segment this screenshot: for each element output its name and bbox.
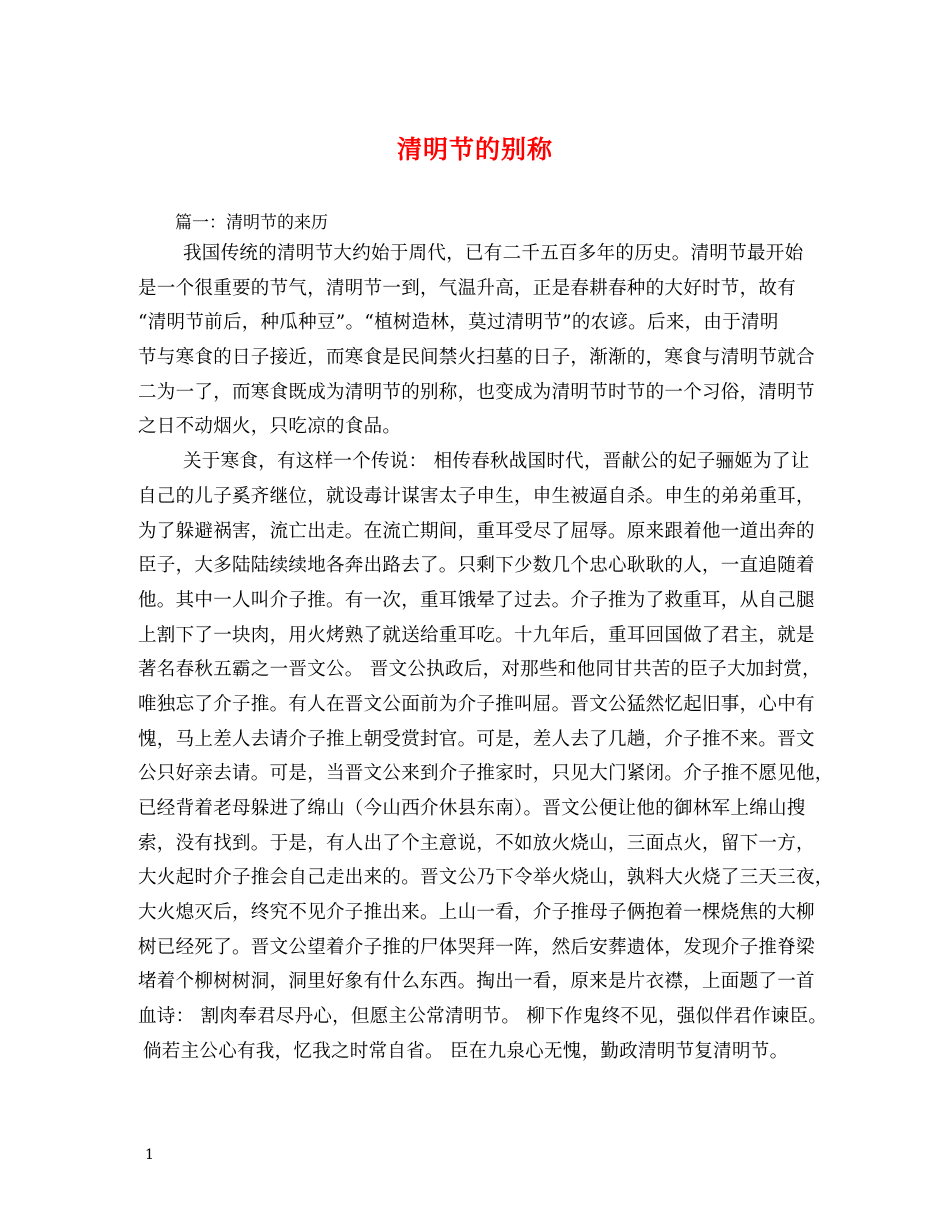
- text-line: 上割下了一块肉，用火烤熟了就送给重耳吃。十九年后，重耳回国做了君主，就是: [138, 624, 815, 646]
- text-line: 他。其中一人叫介子推。有一次，重耳饿晕了过去。介子推为了救重耳，从自己腿: [138, 589, 815, 611]
- text-line: 树已经死了。晋文公望着介子推的尸体哭拜一阵，然后安葬遗体，发现介子推脊梁: [138, 936, 815, 958]
- text-line: 公只好亲去请。可是，当晋文公来到介子推家时，只见大门紧闭。介子推不愿见他，: [138, 763, 834, 785]
- text-line: 索，没有找到。于是，有人出了个主意说，不如放火烧山，三面点火，留下一方，: [138, 832, 815, 854]
- text-line: 血诗： 割肉奉君尽丹心，但愿主公常清明节。 柳下作鬼终不见，强似伴君作谏臣。: [138, 1006, 828, 1028]
- text-line: “清明节前后，种瓜种豆”。“植树造林，莫过清明节”的农谚。后来，由于清明: [138, 312, 779, 334]
- text-line: 著名春秋五霸之一晋文公。 晋文公执政后，对那些和他同甘共苦的臣子大加封赏，: [138, 659, 821, 681]
- text-line: 臣子，大多陆陆续续地各奔出路去了。只剩下少数几个忠心耿耿的人，一直追随着: [138, 555, 815, 577]
- text-line: 关于寒食，有这样一个传说： 相传春秋战国时代，晋献公的妃子骊姬为了让: [183, 451, 810, 473]
- text-line: 大火熄灭后，终究不见介子推出来。上山一看，介子推母子俩抱着一棵烧焦的大柳: [138, 902, 815, 924]
- text-line: 之日不动烟火，只吃凉的食品。: [138, 416, 402, 438]
- text-line: 自己的儿子奚齐继位，就设毒计谋害太子申生，申生被逼自杀。申生的弟弟重耳，: [138, 485, 815, 507]
- text-line: 节与寒食的日子接近，而寒食是民间禁火扫墓的日子，渐渐的，寒食与清明节就合: [138, 347, 815, 369]
- text-line: 已经背着老母躲进了绵山（今山西介休县东南）。晋文公便让他的御林军上绵山搜: [138, 798, 806, 819]
- text-line: 是一个很重要的节气，清明节一到，气温升高，正是春耕春种的大好时节，故有: [138, 277, 797, 299]
- document-body: [138, 237, 838, 1070]
- document-title: 清明节的别称: [396, 135, 553, 164]
- text-line: 大火起时介子推会自己走出来的。晋文公乃下令举火烧山，孰料大火烧了三天三夜，: [138, 867, 834, 889]
- section-heading: 篇一：清明节的来历: [175, 213, 328, 233]
- text-line: 二为一了，而寒食既成为清明节的别称，也变成为清明节时节的一个习俗，清明节: [138, 381, 815, 403]
- text-line: 我国传统的清明节大约始于周代，已有二千五百多年的历史。清明节最开始: [183, 243, 804, 264]
- page-number: 1: [145, 1147, 154, 1163]
- text-line: 为了躲避祸害，流亡出走。在流亡期间，重耳受尽了屈辱。原来跟着他一道出奔的: [138, 520, 815, 542]
- text-line: 唯独忘了介子推。有人在晋文公面前为介子推叫屈。晋文公猛然忆起旧事，心中有: [138, 693, 815, 715]
- text-line: 倘若主公心有我，忆我之时常自省。 臣在九泉心无愧，勤政清明节复清明节。: [143, 1040, 789, 1062]
- text-line: 愧，马上差人去请介子推上朝受赏封官。可是，差人去了几趟，介子推不来。晋文: [138, 728, 815, 750]
- text-line: 堵着个柳树树洞，洞里好象有什么东西。掏出一看，原来是片衣襟，上面题了一首: [138, 971, 815, 993]
